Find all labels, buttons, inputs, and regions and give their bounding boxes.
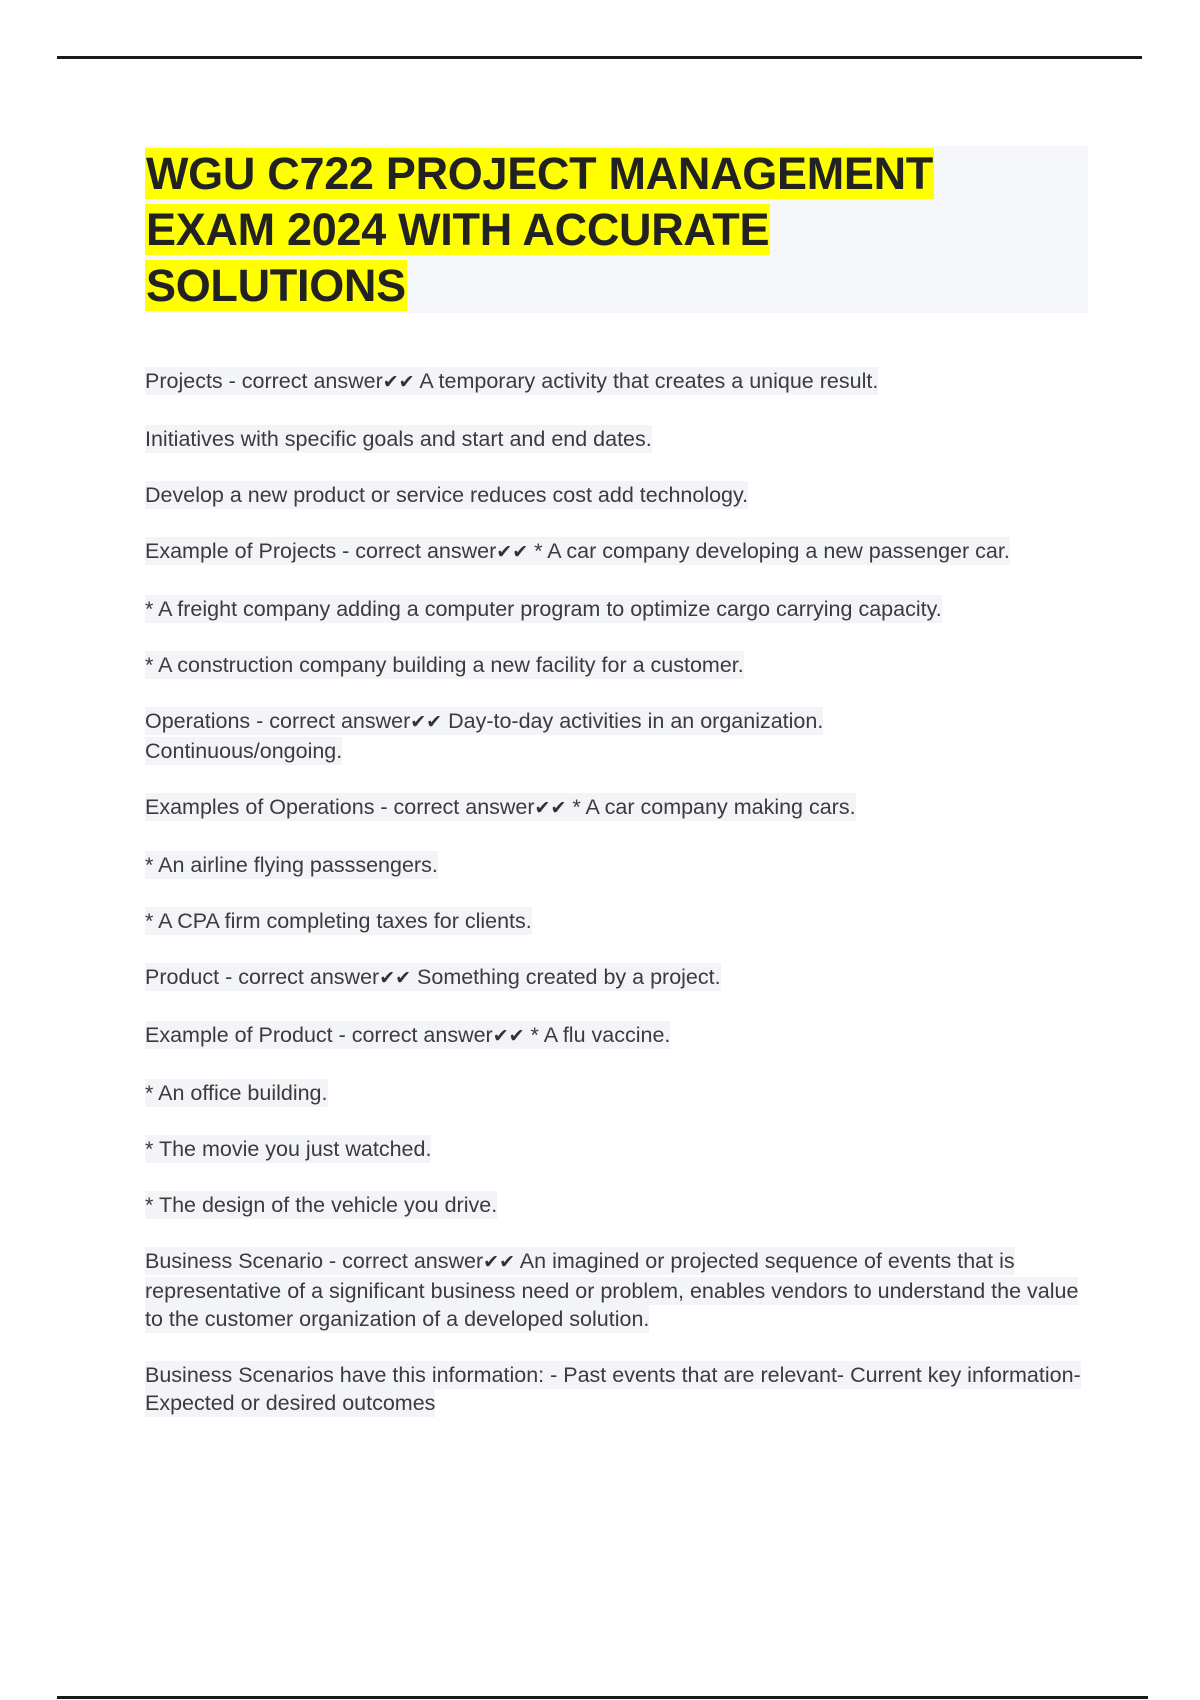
paragraph-freight xyxy=(145,595,1090,623)
paragraph-example-product xyxy=(145,1021,1090,1051)
paragraph-construction xyxy=(145,651,1090,679)
paragraph-initiatives xyxy=(145,425,1090,453)
double-check-icon: ✔✔ xyxy=(410,712,443,733)
paragraph-movie xyxy=(145,1135,1090,1163)
term: Business Scenario - correct answer xyxy=(145,1249,484,1273)
bottom-rule xyxy=(57,1696,1148,1699)
double-check-icon: ✔✔ xyxy=(534,798,567,819)
double-check-icon: ✔✔ xyxy=(496,542,529,563)
paragraph-projects xyxy=(145,367,1090,397)
double-check-icon: ✔✔ xyxy=(492,1026,525,1047)
paragraph-airline xyxy=(145,851,1090,879)
term: Example of Projects - correct answer xyxy=(145,539,497,563)
definition: * A CPA firm completing taxes for clients. xyxy=(145,909,532,933)
top-rule xyxy=(57,56,1142,59)
paragraph-office xyxy=(145,1079,1090,1107)
definition: Business Scenarios have this information: - Past events that are relevant- Current key information- Expected or desired outcomes xyxy=(145,1363,1081,1415)
definition: Develop a new product or service reduces cost add technology. xyxy=(145,483,749,507)
paragraph-operations xyxy=(145,707,865,765)
term: Projects - correct answer xyxy=(145,369,383,393)
definition: Something created by a project. xyxy=(411,965,721,989)
definition: * A flu vaccine. xyxy=(524,1023,671,1047)
definition: * The design of the vehicle you drive. xyxy=(145,1193,498,1217)
definition: * An office building. xyxy=(145,1081,328,1105)
double-check-icon: ✔✔ xyxy=(379,968,412,989)
paragraph-business-scenarios-info xyxy=(145,1361,1090,1417)
document-body xyxy=(145,367,1090,1445)
definition: * A car company developing a new passenger car. xyxy=(528,539,1010,563)
definition: Initiatives with specific goals and start and end dates. xyxy=(145,427,652,451)
definition: An imagined or projected sequence of events that is representative of a significant business need or problem, enables vendors to understand the value to the customer organization of a developed solution. xyxy=(145,1249,1079,1331)
term: Example of Product - correct answer xyxy=(145,1023,493,1047)
paragraph-cpa xyxy=(145,907,1090,935)
definition: * A car company making cars. xyxy=(566,795,856,819)
term: Examples of Operations - correct answer xyxy=(145,795,535,819)
title-line-1: WGU C722 PROJECT MANAGEMENT xyxy=(146,148,933,199)
definition: Day-to-day activities in an organization. Continuous/ongoing. xyxy=(145,709,824,763)
paragraph-business-scenario xyxy=(145,1247,1090,1333)
definition: * A construction company building a new facility for a customer. xyxy=(145,653,744,677)
paragraph-examples-operations xyxy=(145,793,1090,823)
title-line-3: SOLUTIONS xyxy=(146,260,406,311)
document-title xyxy=(145,146,1088,314)
definition: A temporary activity that creates a unique result. xyxy=(414,369,879,393)
title-line-2: EXAM 2024 WITH ACCURATE xyxy=(146,204,770,255)
paragraph-develop xyxy=(145,481,1090,509)
definition: * A freight company adding a computer program to optimize cargo carrying capacity. xyxy=(145,597,942,621)
double-check-icon: ✔✔ xyxy=(483,1252,516,1273)
paragraph-example-projects xyxy=(145,537,1090,567)
term: Operations - correct answer xyxy=(145,709,411,733)
definition: * The movie you just watched. xyxy=(145,1137,432,1161)
definition: * An airline flying passsengers. xyxy=(145,853,438,877)
paragraph-vehicle xyxy=(145,1191,1090,1219)
paragraph-product xyxy=(145,963,1090,993)
term: Product - correct answer xyxy=(145,965,380,989)
title-block xyxy=(145,146,1088,313)
double-check-icon: ✔✔ xyxy=(382,372,415,393)
